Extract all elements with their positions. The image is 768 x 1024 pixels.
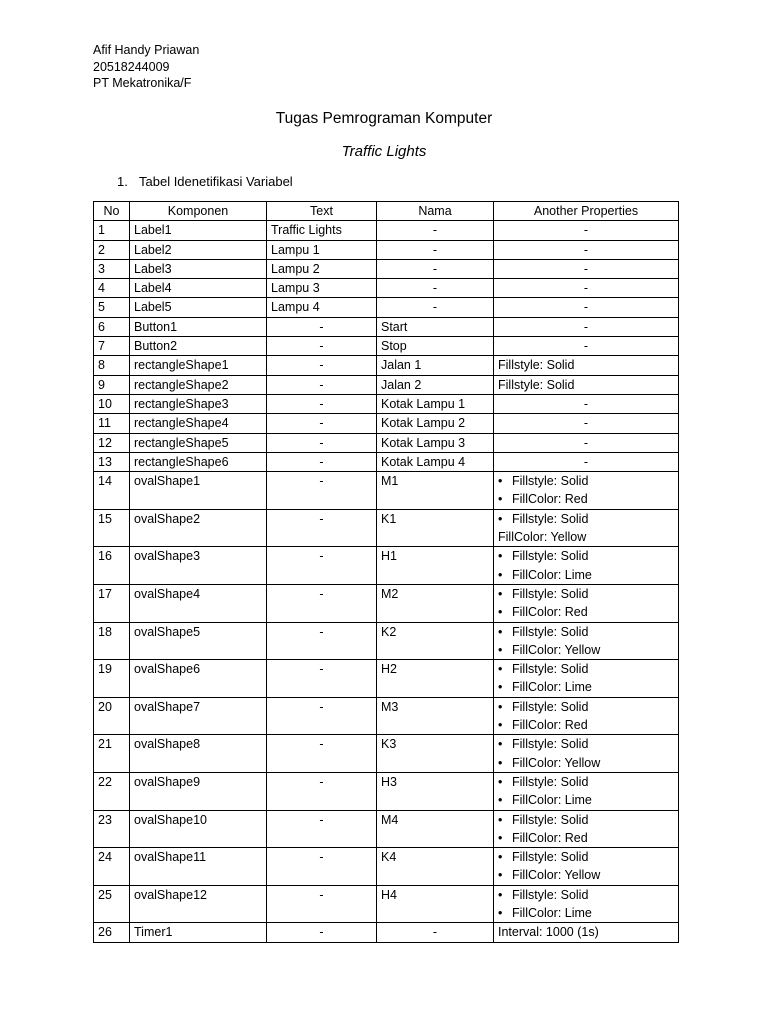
property-bullet-item [498, 585, 674, 603]
property-text: Fillstyle: Solid [512, 850, 589, 865]
cell-no: 12 [94, 433, 130, 452]
cell-no: 23 [94, 810, 130, 848]
cell-nama: - [377, 259, 494, 278]
cell-komponen: Label5 [130, 298, 267, 317]
cell-komponen: Label1 [130, 221, 267, 240]
cell-nama: M1 [377, 472, 494, 510]
header-komponen: Komponen [130, 202, 267, 221]
cell-no: 25 [94, 885, 130, 923]
property-text: - [583, 223, 589, 238]
cell-text: - [267, 622, 377, 660]
cell-komponen: rectangleShape2 [130, 375, 267, 394]
cell-text: - [267, 375, 377, 394]
table-row [94, 584, 679, 622]
cell-komponen: rectangleShape6 [130, 452, 267, 471]
cell-nama: Jalan 1 [377, 356, 494, 375]
cell-komponen: Button2 [130, 337, 267, 356]
table-row [94, 433, 679, 452]
property-text: - [583, 339, 589, 354]
property-bullet-item [498, 735, 674, 753]
property-bullet-item [498, 791, 674, 809]
document-title: Tugas Pemrograman Komputer [275, 110, 493, 127]
header-text: Text [267, 202, 377, 221]
cell-komponen: ovalShape6 [130, 660, 267, 698]
property-bullet-item [498, 678, 674, 696]
cell-no: 20 [94, 697, 130, 735]
cell-text: - [267, 660, 377, 698]
bullet-icon: • [498, 699, 503, 714]
variable-table [93, 201, 679, 943]
property-text: FillColor: Red [512, 605, 588, 620]
cell-nama: - [377, 221, 494, 240]
property-bullet-item [498, 829, 674, 847]
table-row [94, 622, 679, 660]
header-no: No [94, 202, 130, 221]
cell-no: 21 [94, 735, 130, 773]
author-id: 20518244009 [93, 59, 170, 74]
property-text: - [583, 242, 589, 257]
table-row [94, 509, 679, 547]
property-text: Fillstyle: Solid [512, 737, 589, 752]
table-row [94, 923, 679, 942]
cell-nama: K3 [377, 735, 494, 773]
property-bullet-item [498, 773, 674, 791]
cell-text: - [267, 394, 377, 413]
cell-komponen: Label2 [130, 240, 267, 259]
property-text: Fillstyle: Solid [512, 812, 589, 827]
table-row [94, 848, 679, 886]
cell-komponen: ovalShape12 [130, 885, 267, 923]
cell-nama: - [377, 240, 494, 259]
table-row [94, 660, 679, 698]
cell-komponen: ovalShape10 [130, 810, 267, 848]
bullet-icon: • [498, 887, 503, 902]
header-another-properties: Another Properties [494, 202, 679, 221]
property-bullet-item [498, 623, 674, 641]
cell-another-properties [494, 356, 679, 375]
cell-nama: K1 [377, 509, 494, 547]
property-text: Fillstyle: Solid [512, 887, 589, 902]
cell-text: - [267, 697, 377, 735]
cell-komponen: ovalShape5 [130, 622, 267, 660]
cell-komponen: ovalShape11 [130, 848, 267, 886]
cell-text: - [267, 584, 377, 622]
cell-no: 4 [94, 279, 130, 298]
cell-nama: M2 [377, 584, 494, 622]
table-row [94, 375, 679, 394]
cell-text: - [267, 923, 377, 942]
property-text: Fillstyle: Solid [512, 774, 589, 789]
cell-text: - [267, 735, 377, 773]
cell-nama: H2 [377, 660, 494, 698]
cell-text: - [267, 472, 377, 510]
property-bullet-item [498, 472, 674, 490]
cell-another-properties [494, 810, 679, 848]
property-bullet-item [498, 641, 674, 659]
bullet-icon: • [498, 737, 503, 752]
cell-nama: K2 [377, 622, 494, 660]
property-bullet-item [498, 698, 674, 716]
property-text: - [583, 261, 589, 276]
table-row [94, 337, 679, 356]
cell-komponen: ovalShape3 [130, 547, 267, 585]
cell-text: Lampu 1 [267, 240, 377, 259]
table-row [94, 298, 679, 317]
cell-komponen: Button1 [130, 317, 267, 336]
cell-another-properties [494, 622, 679, 660]
bullet-icon: • [498, 642, 503, 657]
cell-no: 11 [94, 414, 130, 433]
cell-text: - [267, 433, 377, 452]
cell-another-properties [494, 414, 679, 433]
cell-no: 26 [94, 923, 130, 942]
property-text: FillColor: Yellow [512, 868, 601, 883]
table-row [94, 697, 679, 735]
cell-another-properties [494, 317, 679, 336]
cell-text: - [267, 810, 377, 848]
cell-another-properties [494, 298, 679, 317]
cell-no: 24 [94, 848, 130, 886]
cell-nama: Kotak Lampu 4 [377, 452, 494, 471]
cell-komponen: ovalShape4 [130, 584, 267, 622]
cell-nama: H4 [377, 885, 494, 923]
cell-another-properties [494, 259, 679, 278]
cell-no: 22 [94, 772, 130, 810]
property-text: FillColor: Red [512, 830, 588, 845]
cell-another-properties [494, 394, 679, 413]
cell-another-properties [494, 472, 679, 510]
property-text: FillColor: Lime [512, 680, 592, 695]
cell-komponen: Label3 [130, 259, 267, 278]
property-bullet-item [498, 848, 674, 866]
table-row [94, 547, 679, 585]
bullet-icon: • [498, 812, 503, 827]
property-text: FillColor: Lime [512, 793, 592, 808]
table-body [94, 221, 679, 942]
property-text: Fillstyle: Solid [498, 358, 575, 373]
cell-another-properties [494, 697, 679, 735]
table-row [94, 472, 679, 510]
cell-no: 1 [94, 221, 130, 240]
property-text: Fillstyle: Solid [512, 511, 589, 526]
property-text: FillColor: Lime [512, 905, 592, 920]
cell-another-properties [494, 848, 679, 886]
cell-nama: Jalan 2 [377, 375, 494, 394]
bullet-icon: • [498, 774, 503, 789]
cell-text: - [267, 337, 377, 356]
property-text: FillColor: Yellow [498, 530, 587, 545]
cell-another-properties [494, 923, 679, 942]
cell-text: Lampu 3 [267, 279, 377, 298]
cell-komponen: Label4 [130, 279, 267, 298]
property-text: - [583, 319, 589, 334]
cell-another-properties [494, 433, 679, 452]
property-text: Fillstyle: Solid [512, 699, 589, 714]
table-row [94, 735, 679, 773]
cell-another-properties [494, 240, 679, 259]
cell-text: - [267, 772, 377, 810]
property-bullet-item [498, 510, 674, 528]
property-bullet-item [498, 490, 674, 508]
header-nama: Nama [377, 202, 494, 221]
author-program: PT Mekatronika/F [93, 76, 192, 90]
table-row [94, 885, 679, 923]
bullet-icon: • [498, 474, 503, 489]
property-text: - [583, 281, 589, 296]
property-text: Fillstyle: Solid [498, 377, 575, 392]
cell-text: Lampu 4 [267, 298, 377, 317]
bullet-icon: • [498, 718, 503, 733]
cell-another-properties [494, 221, 679, 240]
cell-no: 9 [94, 375, 130, 394]
property-text: - [583, 416, 589, 431]
bullet-icon: • [498, 868, 503, 883]
cell-text: - [267, 885, 377, 923]
section-heading-text: Tabel Idenetifikasi Variabel [139, 174, 293, 189]
author-name: Afif Handy Priawan [93, 43, 200, 57]
property-text: FillColor: Red [512, 492, 588, 507]
section-number: 1. [117, 174, 128, 189]
table-row [94, 259, 679, 278]
cell-another-properties [494, 885, 679, 923]
cell-no: 19 [94, 660, 130, 698]
bullet-icon: • [498, 755, 503, 770]
cell-nama: Kotak Lampu 3 [377, 433, 494, 452]
cell-text: - [267, 547, 377, 585]
cell-nama: K4 [377, 848, 494, 886]
property-text: FillColor: Red [512, 718, 588, 733]
cell-no: 14 [94, 472, 130, 510]
cell-nama: Kotak Lampu 1 [377, 394, 494, 413]
bullet-icon: • [498, 605, 503, 620]
property-text: - [583, 396, 589, 411]
cell-another-properties [494, 660, 679, 698]
cell-nama: H3 [377, 772, 494, 810]
cell-another-properties [494, 375, 679, 394]
cell-nama: - [377, 923, 494, 942]
cell-text: - [267, 848, 377, 886]
table-row [94, 394, 679, 413]
cell-no: 2 [94, 240, 130, 259]
cell-another-properties [494, 584, 679, 622]
property-bullet-item [498, 566, 674, 584]
bullet-icon: • [498, 680, 503, 695]
property-bullet-item [498, 811, 674, 829]
cell-komponen: Timer1 [130, 923, 267, 942]
document-subtitle: Traffic Lights [341, 143, 427, 160]
cell-text: - [267, 414, 377, 433]
cell-komponen: ovalShape7 [130, 697, 267, 735]
cell-no: 17 [94, 584, 130, 622]
table-header-row [94, 202, 679, 221]
cell-another-properties [494, 452, 679, 471]
cell-text: - [267, 509, 377, 547]
cell-no: 15 [94, 509, 130, 547]
property-bullet-item [498, 547, 674, 565]
cell-text: - [267, 452, 377, 471]
cell-nama: Kotak Lampu 2 [377, 414, 494, 433]
property-bullet-item [498, 660, 674, 678]
bullet-icon: • [498, 793, 503, 808]
cell-komponen: rectangleShape4 [130, 414, 267, 433]
cell-komponen: rectangleShape5 [130, 433, 267, 452]
cell-another-properties [494, 509, 679, 547]
bullet-icon: • [498, 830, 503, 845]
property-bullet-item [498, 886, 674, 904]
cell-komponen: ovalShape9 [130, 772, 267, 810]
cell-no: 16 [94, 547, 130, 585]
bullet-icon: • [498, 567, 503, 582]
cell-no: 13 [94, 452, 130, 471]
author-block [93, 42, 199, 92]
cell-komponen: ovalShape1 [130, 472, 267, 510]
cell-komponen: rectangleShape1 [130, 356, 267, 375]
cell-another-properties [494, 337, 679, 356]
property-text: FillColor: Yellow [512, 755, 601, 770]
cell-another-properties [494, 279, 679, 298]
bullet-icon: • [498, 662, 503, 677]
cell-nama: Start [377, 317, 494, 336]
property-bullet-item [498, 603, 674, 621]
property-text: Fillstyle: Solid [512, 586, 589, 601]
table-row [94, 772, 679, 810]
table-row [94, 414, 679, 433]
property-bullet-item [498, 716, 674, 734]
table-row [94, 279, 679, 298]
table-row [94, 810, 679, 848]
property-text: FillColor: Yellow [512, 642, 601, 657]
property-bullet-item [498, 866, 674, 884]
property-bullet-item [498, 754, 674, 772]
cell-another-properties [494, 735, 679, 773]
cell-komponen: ovalShape2 [130, 509, 267, 547]
cell-nama: - [377, 279, 494, 298]
table-row [94, 317, 679, 336]
bullet-icon: • [498, 850, 503, 865]
bullet-icon: • [498, 905, 503, 920]
cell-no: 5 [94, 298, 130, 317]
cell-text: - [267, 356, 377, 375]
property-text: - [583, 454, 589, 469]
cell-text: Traffic Lights [267, 221, 377, 240]
cell-nama: H1 [377, 547, 494, 585]
property-text: Fillstyle: Solid [512, 549, 589, 564]
cell-no: 18 [94, 622, 130, 660]
section-heading [117, 174, 293, 189]
cell-komponen: ovalShape8 [130, 735, 267, 773]
cell-text: - [267, 317, 377, 336]
table-row [94, 240, 679, 259]
cell-text: Lampu 2 [267, 259, 377, 278]
cell-komponen: rectangleShape3 [130, 394, 267, 413]
bullet-icon: • [498, 511, 503, 526]
cell-nama: M4 [377, 810, 494, 848]
property-bullet-item [498, 904, 674, 922]
property-text: Fillstyle: Solid [512, 624, 589, 639]
cell-no: 8 [94, 356, 130, 375]
property-text: Fillstyle: Solid [512, 474, 589, 489]
property-text: - [583, 435, 589, 450]
cell-nama: - [377, 298, 494, 317]
cell-nama: M3 [377, 697, 494, 735]
bullet-icon: • [498, 586, 503, 601]
property-text: FillColor: Lime [512, 567, 592, 582]
cell-no: 6 [94, 317, 130, 336]
cell-another-properties [494, 772, 679, 810]
cell-no: 10 [94, 394, 130, 413]
cell-nama: Stop [377, 337, 494, 356]
cell-another-properties [494, 547, 679, 585]
bullet-icon: • [498, 492, 503, 507]
cell-no: 7 [94, 337, 130, 356]
bullet-icon: • [498, 624, 503, 639]
property-text: Interval: 1000 (1s) [498, 925, 599, 940]
property-text: Fillstyle: Solid [512, 662, 589, 677]
bullet-icon: • [498, 549, 503, 564]
table-row [94, 452, 679, 471]
cell-no: 3 [94, 259, 130, 278]
table-row [94, 221, 679, 240]
property-text: - [583, 300, 589, 315]
table-row [94, 356, 679, 375]
